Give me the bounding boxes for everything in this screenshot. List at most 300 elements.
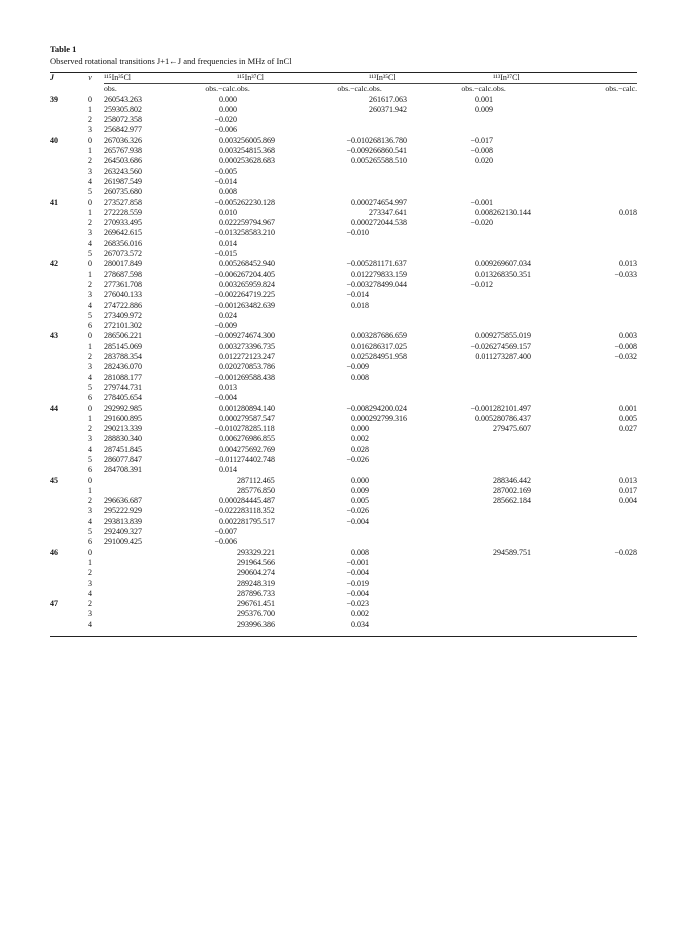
cell-obs-calc: 0.000 [351,475,369,485]
cell-obs: 294589.751 [493,547,532,557]
cell-obs [493,383,577,393]
cell-obs-calc [441,609,493,619]
cell-obs [369,568,441,578]
cell-obs: 292409.327 [104,527,142,537]
cell-obs [369,383,441,393]
cell-obs: 267073.572 [104,249,142,259]
cell-obs [369,579,441,589]
cell-obs-calc: 0.018 [351,300,369,310]
cell-obs-calc [441,362,493,372]
cell-obs-calc: −0.014 [214,176,237,186]
table-row [50,177,637,187]
cell-obs-calc: 0.009 [475,104,494,114]
cell-obs [369,362,441,372]
cell-obs-calc [577,568,637,578]
cell-obs [493,579,577,589]
cell-obs: 268452.940 [237,259,275,269]
cell-obs: 279833.159 [369,269,407,279]
cell-v: 2 [88,599,92,609]
cell-obs [237,167,309,177]
cell-obs: 264503.686 [104,156,142,166]
cell-obs [104,486,175,496]
cell-obs [237,208,309,218]
cell-obs-calc [441,599,493,609]
cell-obs-calc: −0.020 [214,115,237,125]
cell-obs [493,517,577,527]
cell-obs [493,362,577,372]
cell-obs-calc: 0.014 [219,238,237,248]
table-row [50,362,637,372]
cell-obs-calc: 0.000 [219,156,237,166]
cell-obs-calc [577,609,637,619]
cell-obs-calc: 0.024 [219,310,237,320]
cell-obs: 286506.221 [104,331,142,341]
header-obs: obs. [369,84,441,95]
cell-obs: 278499.044 [369,279,407,289]
cell-obs: 286317.025 [369,341,407,351]
cell-obs: 293329.221 [237,547,275,557]
table-row [50,342,637,352]
cell-v: 4 [88,516,92,526]
cell-obs [369,125,441,135]
table-row [50,476,637,486]
cell-obs-calc: −0.028 [614,547,638,557]
cell-obs: 267036.326 [104,135,142,145]
cell-obs: 274654.997 [369,197,407,207]
cell-obs-calc [175,599,237,609]
cell-v: 4 [88,238,92,248]
cell-v: 0 [88,259,92,269]
cell-obs: 292992.985 [104,403,142,413]
cell-obs-calc: −0.004 [346,588,369,598]
transitions-table [50,73,637,630]
table-row [50,599,637,609]
table-row [50,290,637,300]
cell-v: 3 [88,228,92,238]
cell-obs: 280786.437 [493,413,532,423]
cell-obs: 280894.140 [237,403,275,413]
cell-obs: 287451.845 [104,444,142,454]
table-row [50,414,637,424]
cell-obs-calc: 0.005 [351,496,369,506]
table-row [50,167,637,177]
cell-obs: 266860.541 [369,146,407,156]
cell-obs: 274722.886 [104,300,142,310]
cell-obs-calc [441,579,493,589]
cell-obs-calc: −0.015 [214,249,237,259]
table-row [50,404,637,414]
table-row [50,146,637,156]
cell-obs [237,383,309,393]
cell-obs [104,620,175,630]
cell-obs: 295222.929 [104,506,142,516]
cell-obs: 269588.438 [237,372,275,382]
header-obs: obs. [493,84,577,95]
table-body [50,95,637,630]
cell-obs: 294200.024 [369,403,407,413]
table-row [50,393,637,403]
cell-obs-calc [309,177,369,187]
cell-obs-calc: 0.010 [219,207,237,217]
cell-obs-calc: 0.004 [619,496,638,506]
cell-obs-calc [175,548,237,558]
table-row [50,558,637,568]
cell-obs-calc [577,579,637,589]
cell-obs [493,393,577,403]
table-row [50,198,637,208]
cell-obs [237,177,309,187]
cell-obs [369,393,441,403]
cell-obs-calc [175,486,237,496]
table-row [50,579,637,589]
cell-obs: 284708.391 [104,465,142,475]
cell-obs-calc [577,218,637,228]
cell-obs-calc [309,187,369,197]
cell-obs-calc: −0.007 [214,527,237,537]
cell-obs [493,249,577,259]
header-J: J [50,73,54,82]
cell-v: 2 [88,424,92,434]
cell-obs: 296761.451 [237,599,275,609]
cell-v: 0 [88,135,92,145]
cell-obs-calc [577,517,637,527]
cell-obs: 286077.847 [104,454,142,464]
table-row [50,424,637,434]
cell-v: 2 [88,496,92,506]
cell-obs-calc: 0.012 [351,269,369,279]
table-row [50,218,637,228]
cell-obs: 292799.316 [369,413,407,423]
table-row [50,496,637,506]
cell-obs-calc [309,311,369,321]
cell-obs-calc: −0.011 [214,454,237,464]
cell-obs: 275692.769 [237,444,275,454]
cell-J: 46 [50,547,58,557]
cell-obs-calc: 0.008 [351,372,369,382]
cell-obs-calc [577,506,637,516]
cell-obs-calc: −0.006 [214,537,237,547]
cell-obs: 265588.510 [369,156,407,166]
cell-obs: 290213.339 [104,424,142,434]
cell-obs-calc: 0.005 [619,413,638,423]
cell-obs: 293813.839 [104,516,142,526]
cell-obs [493,290,577,300]
cell-obs-calc: 0.018 [619,207,638,217]
table-row [50,95,637,105]
cell-obs-calc [441,393,493,403]
cell-obs [369,424,441,434]
cell-obs [493,609,577,619]
cell-obs-calc: 0.006 [219,434,237,444]
cell-obs-calc: −0.004 [346,568,369,578]
cell-obs-calc: 0.013 [475,269,494,279]
header-isotope-115-37: ¹¹⁵In³⁷Cl [237,73,264,82]
table-row [50,548,637,558]
cell-v: 5 [88,187,92,197]
cell-v: 4 [88,619,92,629]
cell-obs [237,311,309,321]
cell-obs-calc: −0.010 [346,228,369,238]
cell-obs: 287686.659 [369,331,407,341]
cell-obs: 270933.495 [104,218,142,228]
cell-obs-calc [175,558,237,568]
cell-v: 5 [88,527,92,537]
cell-obs [369,434,441,444]
cell-obs: 274569.157 [493,341,532,351]
header-isotope-113-37: ¹¹³In³⁷Cl [493,73,520,82]
cell-obs: 258072.358 [104,115,142,125]
cell-v: 3 [88,362,92,372]
header-obs: obs. [104,84,175,95]
cell-obs-calc [577,239,637,249]
table-row [50,609,637,619]
cell-obs-calc: 0.020 [475,156,494,166]
cell-obs-calc: −0.008 [614,341,638,351]
cell-obs: 269607.034 [493,259,532,269]
cell-obs-calc: 0.008 [219,187,237,197]
cell-obs: 262230.128 [237,197,275,207]
cell-obs-calc [441,125,493,135]
cell-obs: 267204.405 [237,269,275,279]
cell-obs-calc [309,125,369,135]
cell-obs: 268350.351 [493,269,532,279]
cell-obs [493,568,577,578]
table-row [50,465,637,475]
cell-obs-calc [577,383,637,393]
cell-obs-calc [309,465,369,475]
cell-obs-calc: −0.001 [214,300,237,310]
table-row [50,136,637,146]
cell-obs-calc: −0.008 [346,403,369,413]
cell-obs-calc: −0.005 [346,259,369,269]
cell-obs [369,548,441,558]
cell-obs-calc: 0.013 [219,382,237,392]
cell-obs-calc [441,290,493,300]
cell-obs: 277361.708 [104,279,142,289]
cell-obs-calc: −0.026 [346,506,369,516]
cell-obs-calc: −0.009 [346,362,369,372]
cell-obs [369,228,441,238]
cell-obs-calc: −0.001 [214,372,237,382]
cell-obs [369,249,441,259]
cell-obs-calc: −0.010 [214,424,237,434]
cell-obs-calc: 0.001 [219,403,237,413]
cell-obs [493,373,577,383]
cell-obs [237,527,309,537]
cell-obs-calc: 0.000 [351,218,369,228]
cell-obs [237,239,309,249]
cell-obs [104,589,175,599]
cell-v: 6 [88,465,92,475]
cell-obs [104,599,175,609]
cell-v: 1 [88,269,92,279]
table-row [50,352,637,362]
table-row [50,383,637,393]
cell-obs-calc: −0.004 [346,516,369,526]
cell-obs-calc: −0.004 [214,393,237,403]
cell-obs: 291964.566 [237,557,275,567]
cell-obs-calc: −0.012 [470,279,494,289]
cell-obs-calc: 0.003 [219,279,237,289]
table-row [50,311,637,321]
cell-obs [369,589,441,599]
cell-obs: 259794.967 [237,218,275,228]
cell-obs [369,476,441,486]
table-row [50,259,637,269]
cell-obs-calc [175,579,237,589]
cell-obs-calc [441,228,493,238]
cell-obs [493,311,577,321]
cell-obs [104,476,175,486]
cell-obs: 272228.559 [104,207,142,217]
cell-obs-calc [577,198,637,208]
header-obs-calc: obs.−calc. [175,84,237,95]
cell-obs: 296636.687 [104,496,142,506]
cell-obs [369,167,441,177]
cell-obs [369,558,441,568]
cell-obs: 275855.019 [493,331,532,341]
cell-obs-calc [309,208,369,218]
cell-obs [369,486,441,496]
cell-v: 1 [88,557,92,567]
cell-obs-calc: 0.034 [351,619,369,629]
cell-obs-calc [441,548,493,558]
cell-obs [493,146,577,156]
cell-obs-calc [441,373,493,383]
table-caption: Observed rotational transitions J+1←J and frequencies in MHz of InCl [50,56,292,66]
cell-obs [493,434,577,444]
cell-obs [104,579,175,589]
cell-obs: 273527.858 [104,197,142,207]
cell-obs-calc: 0.020 [219,362,237,372]
table-row [50,249,637,259]
table-row [50,455,637,465]
cell-obs: 263482.639 [237,300,275,310]
cell-obs [369,537,441,547]
cell-v: 3 [88,125,92,135]
cell-obs-calc: 0.013 [619,259,638,269]
cell-obs: 295376.700 [237,609,275,619]
cell-obs: 273409.972 [104,310,142,320]
cell-obs [369,177,441,187]
cell-obs-calc: 0.008 [351,547,369,557]
cell-obs-calc [441,537,493,547]
cell-v: 6 [88,537,92,547]
cell-v: 0 [88,331,92,341]
cell-obs: 256842.977 [104,125,142,135]
cell-obs-calc: −0.006 [214,269,237,279]
cell-obs-calc [309,115,369,125]
cell-obs-calc: 0.022 [219,218,237,228]
cell-obs-calc: 0.002 [351,609,369,619]
cell-obs [493,321,577,331]
cell-obs-calc [577,301,637,311]
cell-obs [493,527,577,537]
cell-obs-calc [577,146,637,156]
cell-obs-calc: 0.005 [475,413,494,423]
cell-v: 5 [88,249,92,259]
table-row [50,187,637,197]
cell-obs-calc [441,568,493,578]
cell-obs-calc [441,527,493,537]
cell-obs [104,609,175,619]
cell-obs-calc [577,290,637,300]
cell-obs [237,187,309,197]
cell-obs [369,445,441,455]
cell-obs: 263243.560 [104,166,142,176]
cell-obs-calc [309,383,369,393]
cell-v: 4 [88,588,92,598]
table-row [50,301,637,311]
cell-obs-calc: −0.003 [346,279,369,289]
cell-obs [493,198,577,208]
cell-obs-calc: 0.027 [619,424,638,434]
cell-obs [493,228,577,238]
cell-obs-calc: 0.014 [219,465,237,475]
cell-obs-calc [577,167,637,177]
cell-v: 1 [88,485,92,495]
table-page [50,44,642,637]
cell-obs-calc: 0.005 [219,259,237,269]
cell-obs-calc [441,465,493,475]
cell-obs: 262130.144 [493,207,532,217]
cell-obs-calc [441,434,493,444]
cell-obs-calc [441,301,493,311]
cell-obs [493,177,577,187]
cell-obs-calc [577,537,637,547]
cell-obs-calc: 0.001 [619,403,638,413]
table-row [50,568,637,578]
cell-obs: 281088.177 [104,372,142,382]
cell-obs [237,105,309,115]
cell-obs-calc [577,373,637,383]
cell-obs-calc [441,424,493,434]
cell-obs-calc [175,476,237,486]
cell-obs [493,455,577,465]
table-row [50,445,637,455]
cell-obs-calc [441,517,493,527]
table-row [50,156,637,166]
cell-v: 1 [88,104,92,114]
cell-obs [237,125,309,135]
cell-obs: 279475.607 [493,424,532,434]
cell-obs [493,239,577,249]
cell-obs-calc [441,558,493,568]
cell-v: 1 [88,207,92,217]
cell-obs-calc [441,311,493,321]
cell-obs-calc [441,506,493,516]
cell-obs-calc [577,362,637,372]
cell-obs: 281171.637 [369,259,407,269]
table-row [50,125,637,135]
cell-obs-calc [441,620,493,630]
cell-J: 47 [50,599,58,609]
cell-v: 0 [88,197,92,207]
header-obs: obs. [237,84,309,95]
cell-obs-calc [441,187,493,197]
cell-obs: 274402.748 [237,454,275,464]
cell-obs: 276986.855 [237,434,275,444]
cell-obs: 293996.386 [237,619,275,629]
cell-obs: 256005.869 [237,135,275,145]
cell-obs-calc [309,167,369,177]
cell-obs: 283118.352 [237,506,275,516]
cell-obs: 282436.070 [104,362,142,372]
cell-obs-calc [577,465,637,475]
cell-obs-calc: −0.008 [470,146,494,156]
cell-obs [369,620,441,630]
cell-v: 0 [88,403,92,413]
